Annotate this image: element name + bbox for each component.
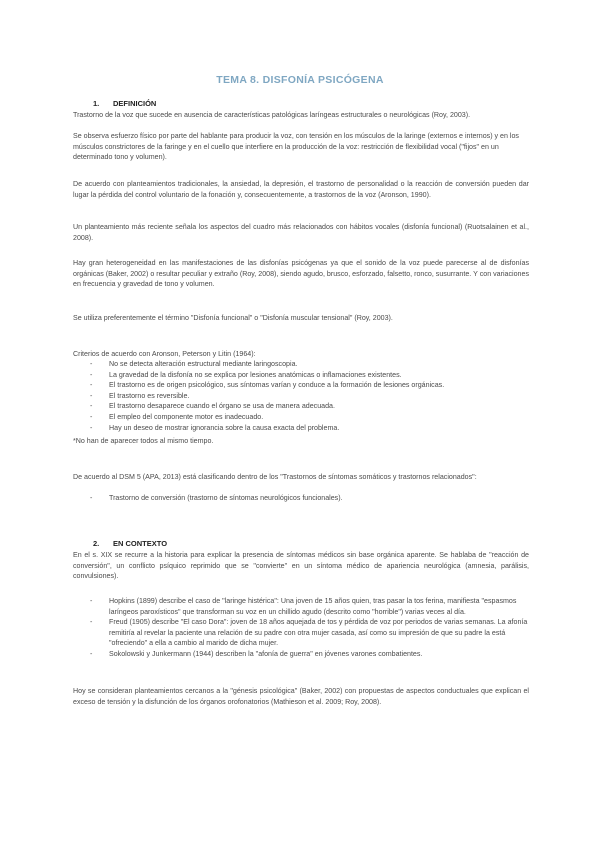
cases-list bbox=[90, 596, 530, 660]
section-number: 2. bbox=[93, 539, 100, 548]
list-item: - Trastorno de conversión (trastorno de síntomas neurológicos funcionales). bbox=[90, 494, 343, 502]
paragraph: Hay gran heterogeneidad en las manifestaciones de las disfonías psicógenas ya que el sonido de la voz puede parecerse al de disfonías orgánicas (Baker, 2002) o resultar peculiar y extraño (Roy, 2008), siendo agudo, brusco, esforzado, falsetto, ronco, susurrante. Y con variaciones en frecuencia y gravedad de tono y volumen. bbox=[73, 259, 529, 289]
section-heading-definicion bbox=[93, 99, 156, 108]
list-item: - El empleo del componente motor es inadecuado. bbox=[90, 412, 264, 421]
list-item: - El trastorno es de origen psicológico, sus síntomas varían y conduce a la formación de lesiones orgánicas. bbox=[90, 381, 445, 390]
paragraph: De acuerdo al DSM 5 (APA, 2013) está clasificando dentro de los "Trastornos de síntomas somáticos y trastornos relacionados": bbox=[73, 473, 477, 481]
paragraph: Se observa esfuerzo físico por parte del hablante para producir la voz, con tensión en los músculos de la laringe (externos e internos) y en los músculos constrictores de la faringe y en el cuello que interfiere en la producción de la voz: restricción de flexibilidad vocal ("fijos" en un determinado tono y volumen). bbox=[73, 132, 519, 162]
criteria-note: *No han de aparecer todos al mismo tiempo. bbox=[73, 437, 214, 445]
section-heading-en-contexto bbox=[93, 539, 167, 548]
paragraph: Se utiliza preferentemente el término "Disfonía funcional" o "Disfonía muscular tensional" (Roy, 2003). bbox=[73, 314, 393, 322]
paragraph: Trastorno de la voz que sucede en ausencia de características patológicas laríngeas estructurales o neurológicas (Roy, 2003). bbox=[73, 111, 471, 119]
list-item: - No se detecta alteración estructural mediante laringoscopia. bbox=[90, 360, 298, 368]
criteria-list bbox=[90, 359, 530, 433]
paragraph: Un planteamiento más reciente señala los aspectos del cuadro más relacionados con hábitos vocales (disfonía funcional) (Ruotsalainen et al., 2008). bbox=[73, 223, 529, 242]
paragraph: De acuerdo con planteamientos tradicionales, la ansiedad, la depresión, el trastorno de personalidad o la reacción de conversión pueden dar lugar la pérdida del control voluntario de la fonación y, consecuentemente, a trastornos de la voz (Aronson, 1990). bbox=[73, 180, 529, 199]
list-item: - El trastorno es reversible. bbox=[90, 391, 190, 400]
paragraph: Hoy se consideran planteamientos cercanos a la "génesis psicológica" (Baker, 2002) con propuestas de aspectos conductuales que explican el exceso de tensión y la disfunción de los órganos orofonatorios (Mathieson et al. 2009; Roy, 2008). bbox=[73, 687, 529, 706]
list-item: - Freud (1905) describe "El caso Dora": joven de 18 años aquejada de tos y pérdida de voz por periodos de varias semanas. La afonía remitiría al revelar la paciente una relación de su padre con otra mujer casada, así como su impresión de que su padre la está "ofreciendo" a ella a cambio al marido de dicha mujer. bbox=[90, 618, 528, 648]
document-title: TEMA 8. DISFONÍA PSICÓGENA bbox=[216, 74, 384, 86]
list-item: - Hopkins (1899) describe el caso de "laringe histérica": Una joven de 15 años quien, tras pasar la tos ferina, manifiesta "espasmos laríngeos paroxísticos" que transforman su voz en un chillido agudo (descrito como "horrible") varias veces al día. bbox=[90, 597, 517, 616]
paragraph: En el s. XIX se recurre a la historia para explicar la presencia de síntomas médicos sin base orgánica aparente. Se hablaba de "reacción de conversión", un conflicto psíquico reprimido que se "convierte" en un síntoma médico de apariencia neurológica (amnesia, parálisis, convulsiones). bbox=[73, 551, 529, 581]
list-item: - La gravedad de la disfonía no se explica por lesiones anatómicas o inflamaciones existentes. bbox=[90, 370, 402, 379]
section-title: EN CONTEXTO bbox=[113, 539, 168, 548]
list-item: - Hay un deseo de mostrar ignorancia sobre la causa exacta del problema. bbox=[90, 423, 340, 432]
list-item: - El trastorno desaparece cuando el órgano se usa de manera adecuada. bbox=[90, 402, 335, 411]
section-title: DEFINICIÓN bbox=[113, 99, 157, 108]
list-item: - Sokolowski y Junkermann (1944) describen la "afonía de guerra" en jóvenes varones combatientes. bbox=[90, 649, 423, 658]
criteria-intro: Criterios de acuerdo con Aronson, Peterson y Litin (1964): bbox=[73, 350, 256, 358]
dsm-list bbox=[90, 493, 530, 504]
section-number: 1. bbox=[93, 99, 100, 108]
